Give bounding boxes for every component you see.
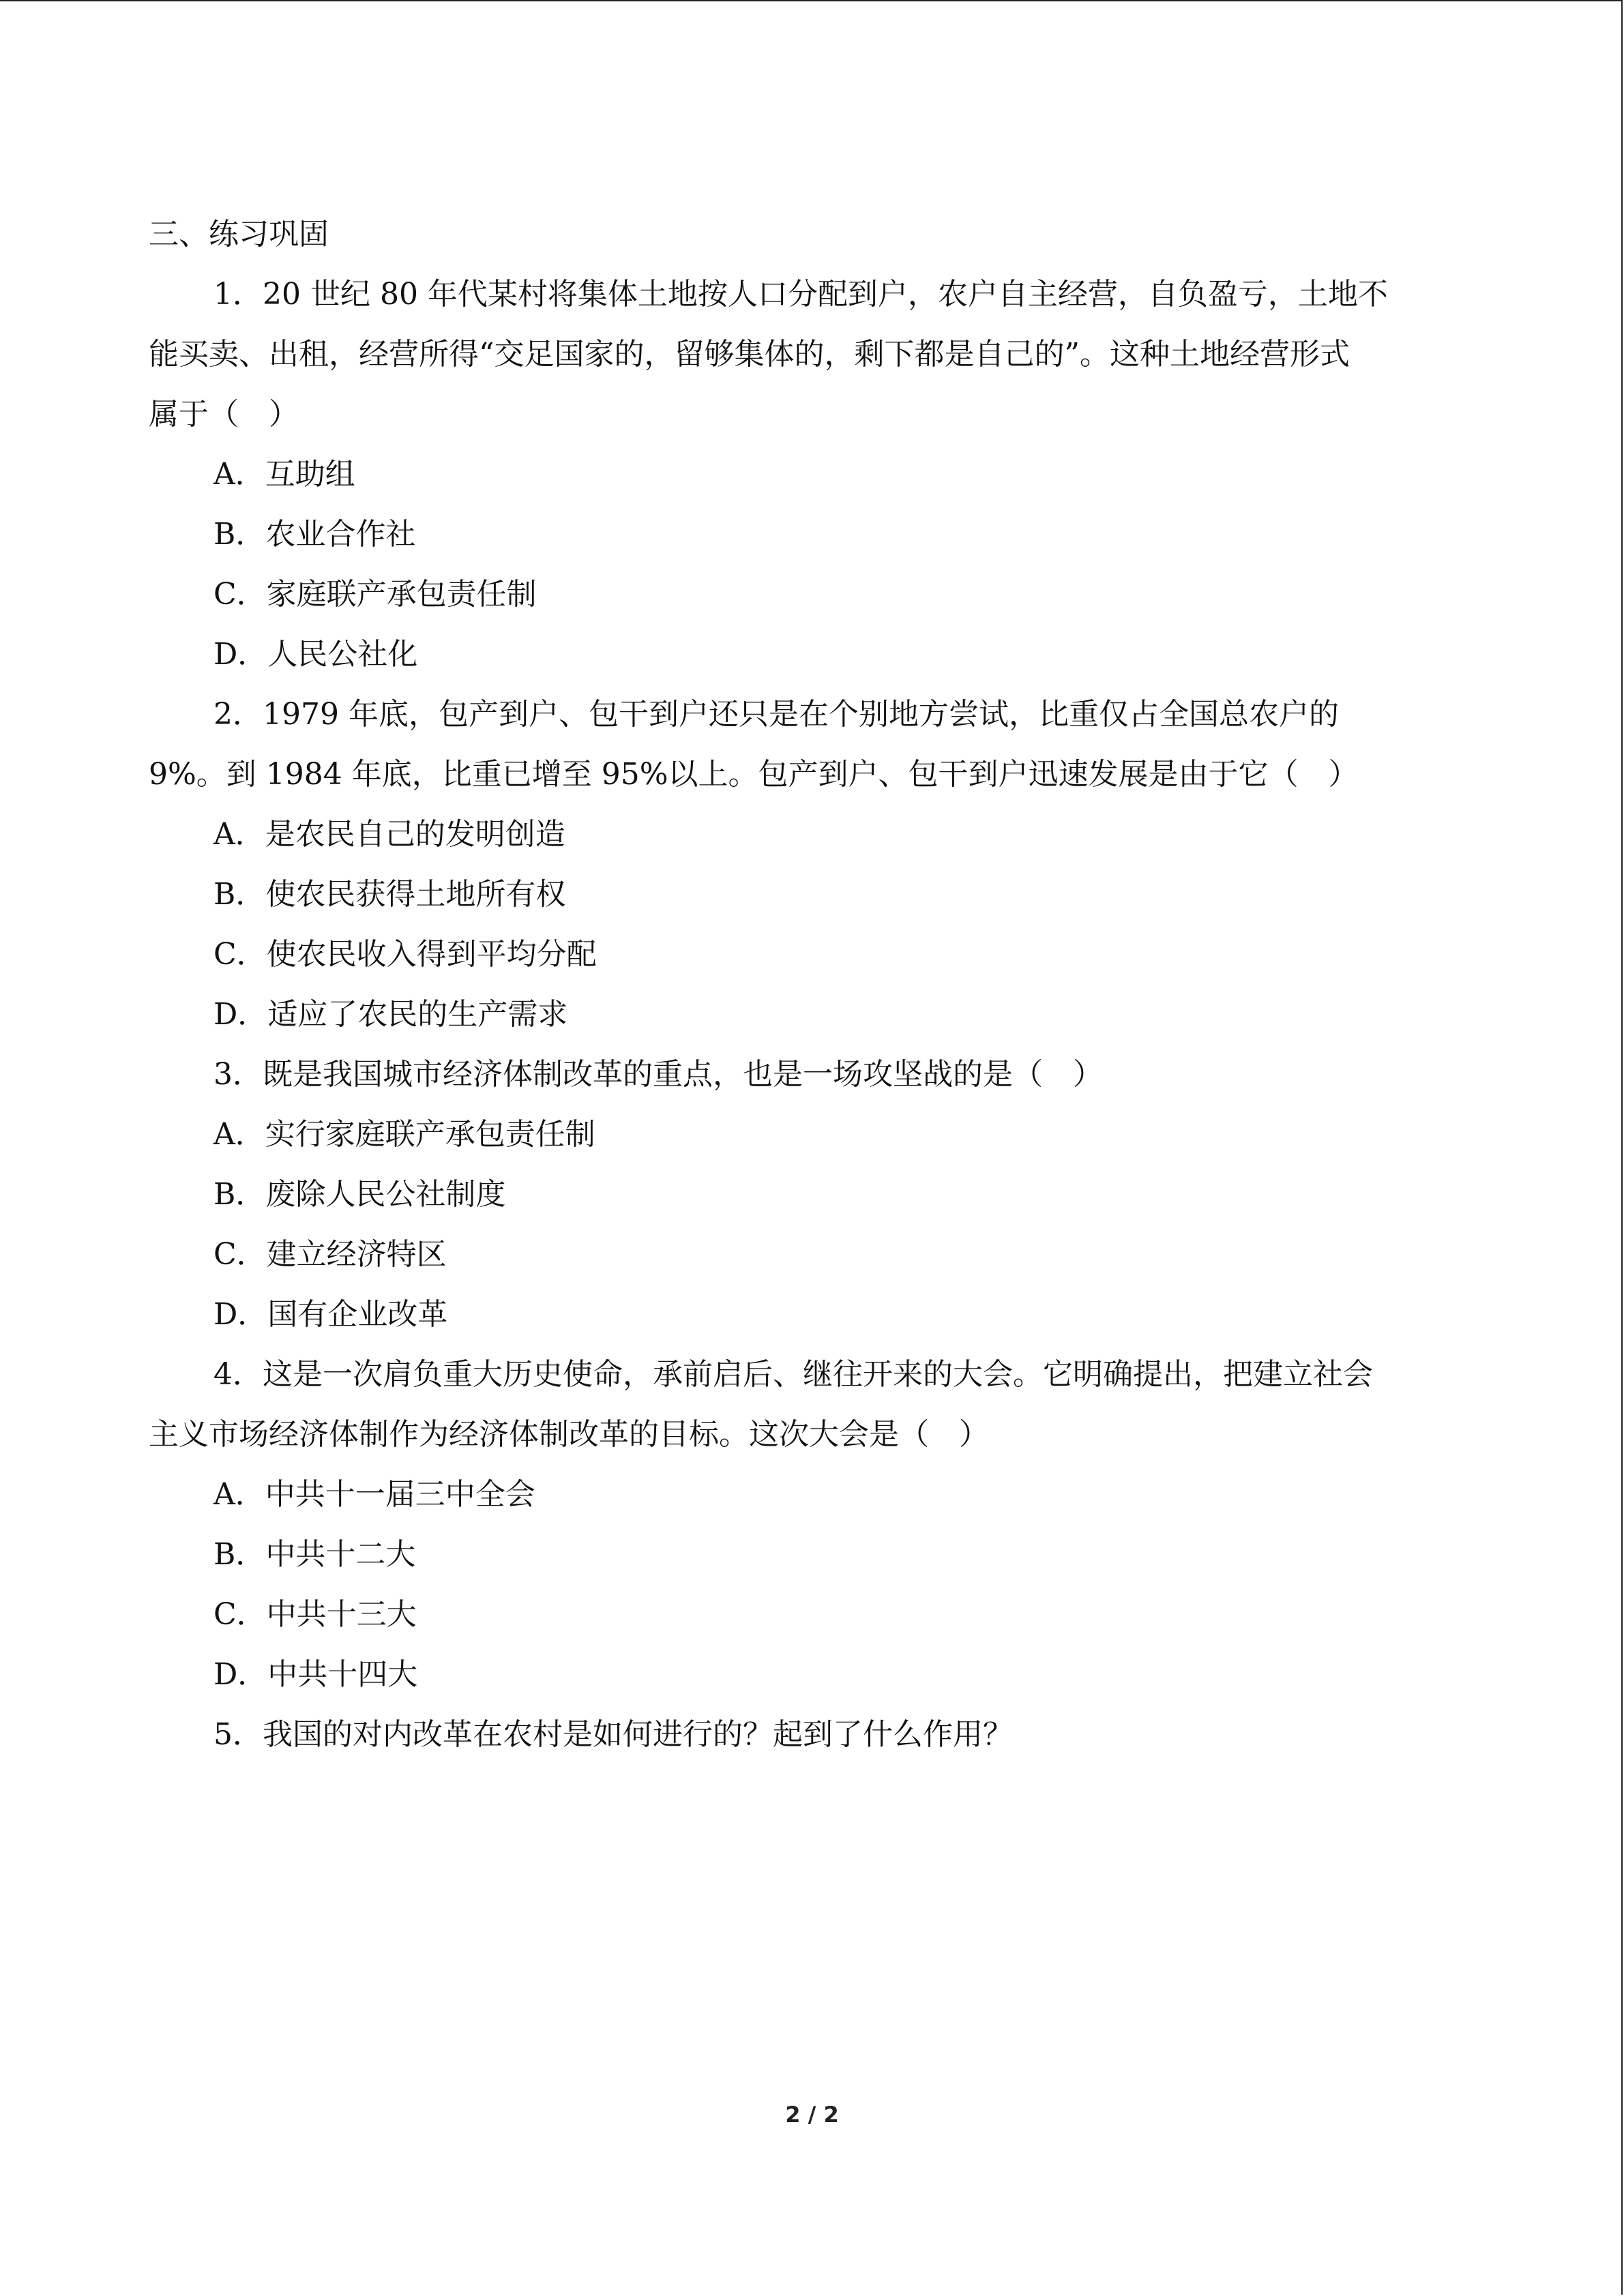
- page-number: 2 / 2: [785, 2102, 839, 2128]
- option-b: B．农业合作社: [213, 517, 416, 552]
- option-d: D．国有企业改革: [213, 1297, 448, 1332]
- option-a: A．互助组: [213, 457, 355, 492]
- option-b: B．使农民获得土地所有权: [213, 877, 566, 912]
- question-stem-line: 2．1979 年底，包产到户、包干到户还只是在个别地方尝试，比重仅占全国总农户的: [213, 697, 1339, 732]
- question-5: [149, 1705, 1479, 1765]
- question-4: [149, 1345, 1479, 1705]
- question-stem-line: 属于（ ）: [149, 397, 299, 432]
- question-2: [149, 685, 1479, 1045]
- question-stem-line: 1．20 世纪 80 年代某村将集体土地按人口分配到户，农户自主经营，自负盈亏，土地不: [213, 277, 1388, 312]
- question-stem-line: 9%。到 1984 年底，比重已增至 95%以上。包产到户、包干到户迅速发展是由于它（ ）: [149, 757, 1359, 792]
- option-a: A．是农民自己的发明创造: [213, 817, 565, 852]
- option-c: C．建立经济特区: [213, 1237, 447, 1272]
- option-d: D．中共十四大: [213, 1657, 418, 1692]
- option-a: A．实行家庭联产承包责任制: [213, 1117, 595, 1152]
- question-1: [149, 265, 1479, 685]
- option-b: B．废除人民公社制度: [213, 1177, 506, 1212]
- question-3: [149, 1045, 1479, 1345]
- option-a: A．中共十一届三中全会: [213, 1477, 535, 1512]
- option-c: C．家庭联产承包责任制: [213, 577, 537, 612]
- option-d: D．人民公社化: [213, 637, 418, 672]
- question-stem-line: 3．既是我国城市经济体制改革的重点，也是一场攻坚战的是（ ）: [213, 1057, 1103, 1092]
- question-stem-line: 能买卖、出租，经营所得“交足国家的，留够集体的，剩下都是自己的”。这种土地经营形式: [149, 337, 1350, 372]
- question-stem-line: 4．这是一次肩负重大历史使命，承前启后、继往开来的大会。它明确提出，把建立社会: [213, 1357, 1373, 1392]
- option-b: B．中共十二大: [213, 1537, 416, 1572]
- option-d: D．适应了农民的生产需求: [213, 997, 568, 1032]
- question-stem-line: 5．我国的对内改革在农村是如何进行的？起到了什么作用？: [213, 1717, 1013, 1752]
- document-body: [149, 205, 1479, 1765]
- option-c: C．中共十三大: [213, 1597, 417, 1632]
- question-stem-line: 主义市场经济体制作为经济体制改革的目标。这次大会是（ ）: [149, 1417, 989, 1452]
- option-c: C．使农民收入得到平均分配: [213, 937, 597, 972]
- section-title: 三、练习巩固: [149, 217, 329, 252]
